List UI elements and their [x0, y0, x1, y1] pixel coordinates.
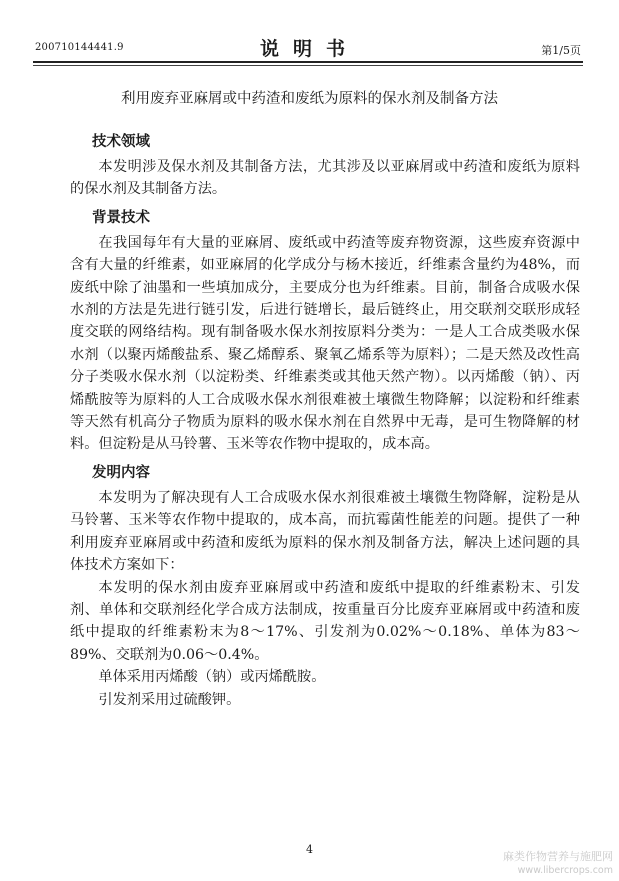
patent-number: 200710144441.9 — [35, 42, 124, 53]
header-rule-thick — [33, 61, 583, 63]
site-watermark — [503, 850, 613, 878]
section-summary — [70, 460, 580, 711]
paragraph: 单体采用丙烯酸（钠）或丙烯酰胺。 — [98, 669, 326, 686]
watermark-url: www.libercrops.com — [517, 865, 613, 876]
page-number: 4 — [306, 843, 313, 856]
document-body — [70, 129, 580, 711]
patent-title: 利用废弃亚麻屑或中药渣和废纸为原料的保水剂及制备方法 — [121, 91, 498, 107]
paragraph: 在我国每年有大量的亚麻屑、废纸或中药渣等废弃物资源，这些废弃资源中含有大量的纤维素，如亚麻屑的化学成分与杨木接近，纤维素含量约为48%，而废纸中除了油墨和一些填加成分，主要成分也为纤维素。目前，制备合成吸水保水剂的方法是先进行链引发，后进行链增长，最后链终止，用交联剂交联形成轻度交联的网络结构。现有制备吸水保水剂按原料分类为：一是人工合成类吸水保水剂（以聚丙烯酸盐系、聚乙烯醇系、聚氧乙烯系等为原料）；二是天然及改性高分子类吸水保水剂（以淀粉类、纤维素类或其他天然产物）。以丙烯酸（钠）、丙烯酰胺等为原料的人工合成吸水保水剂很难被土壤微生物降解；以淀粉和纤维素等天然有机高分子物质为原料的吸水保水剂在自然界中无毒，是可生物降解的材料。但淀粉是从马铃薯、玉米等农作物中提取的，成本高。 — [70, 234, 580, 453]
watermark-site-name: 麻类作物营养与施肥网 — [503, 850, 613, 863]
paragraph: 引发剂采用过硫酸钾。 — [98, 691, 241, 708]
paragraph: 本发明涉及保水剂及其制备方法，尤其涉及以亚麻屑或中药渣和废纸为原料的保水剂及其制备方法。 — [70, 159, 580, 198]
header-rule-thin — [33, 65, 583, 66]
page-header — [0, 0, 619, 64]
paragraph: 本发明为了解决现有人工合成吸水保水剂很难被土壤微生物降解，淀粉是从马铃薯、玉米等农作物中提取的，成本高，而抗霉菌性能差的问题。提供了一种利用废弃亚麻屑或中药渣和废纸为原料的保水剂及制备方法，解决上述问题的具体技术方案如下： — [70, 489, 580, 574]
page-indicator: 第1/5页 — [541, 44, 581, 57]
section-heading: 技术领域 — [92, 134, 150, 150]
section-technical-field — [70, 129, 580, 201]
document-type-title: 说明书 — [259, 38, 359, 60]
section-heading: 发明内容 — [92, 464, 150, 481]
section-heading: 背景技术 — [92, 209, 150, 226]
paragraph: 本发明的保水剂由废弃亚麻屑或中药渣和废纸中提取的纤维素粉末、引发剂、单体和交联剂经化学合成方法制成，按重量百分比废弃亚麻屑或中药渣和废纸中提取的纤维素粉末为8～17%、引发剂为0.02%～0.18%、单体为83～89%、交联剂为0.06～0.4%。 — [70, 579, 580, 663]
section-background — [70, 205, 580, 456]
